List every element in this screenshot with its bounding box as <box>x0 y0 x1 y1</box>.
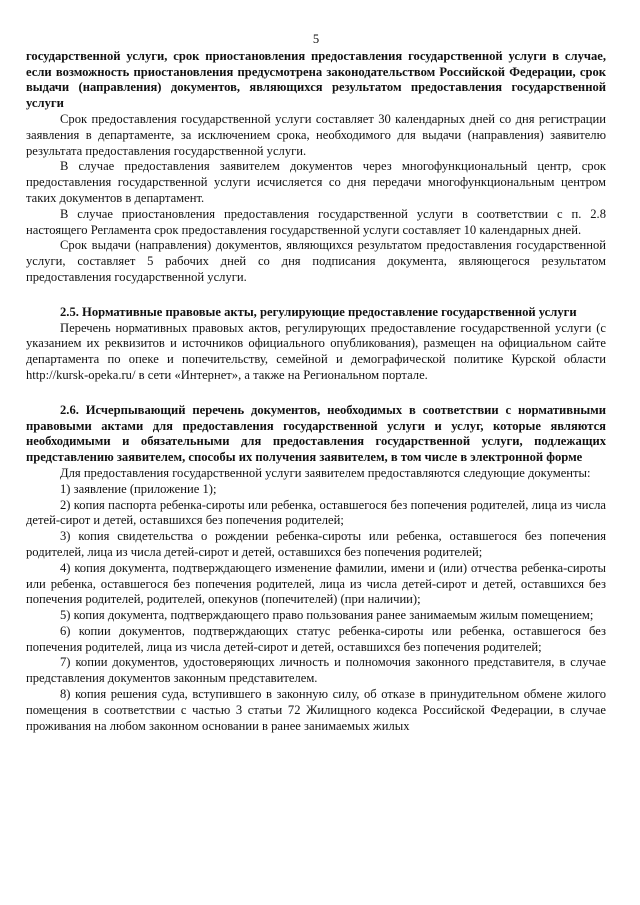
section-spacer <box>26 286 606 305</box>
document-list-item: 2) копия паспорта ребенка-сироты или ребенка, оставшегося без попечения родителей, лица из числа детей-сирот и детей, оставшихся без попечения родителей; <box>26 497 606 528</box>
section-2-5-paragraph: Перечень нормативных правовых актов, регулирующих предоставление государственной услуги (с указанием их реквизитов и источников официального опубликования), размещен на официальном сайте департамента по опеке и попечительству, семейной и демографической политике Курской области http://kursk-opeka.ru/ в сети «Интернет», а также на Региональном портале. <box>26 320 606 382</box>
document-page <box>26 0 606 905</box>
section-2-6-heading: 2.6. Исчерпывающий перечень документов, необходимых в соответствии с нормативными правовыми актами для предоставления государственной услуги и услуг, которые являются необходимыми и обязательными для предоставления государственной услуги, подлежащих представлению заявителем, способы их получения заявителем, в том числе в электронной форме <box>26 402 606 465</box>
page-number: 5 <box>312 32 320 46</box>
section-2-4-paragraph-2: В случае предоставления заявителем документов через многофункциональный центр, срок предоставления государственной услуги исчисляется со дня передачи многофункциональным центром таких документов в департамент. <box>26 159 606 205</box>
document-list-item: 7) копии документов, удостоверяющих личность и полномочия законного представителя, в случае представления документов законным представителем. <box>26 655 606 686</box>
section-2-4-heading-tail: государственной услуги, срок приостановления предоставления государственной услуги в случае, если возможность приостановления предусмотрена законодательством Российской Федерации, срок выдачи (направления) документов, являющихся результатом предоставления государственной услуги <box>26 48 606 111</box>
section-2-4-paragraph-1: Срок предоставления государственной услуги составляет 30 календарных дней со дня регистрации заявления в департаменте, за исключением срока, необходимого для выдачи (направления) заявителю результата предоставления государственной услуги. <box>26 111 606 158</box>
section-2-5-heading: 2.5. Нормативные правовые акты, регулирующие предоставление государственной услуги <box>60 304 577 319</box>
section-2-4-paragraph-4: Срок выдачи (направления) документов, являющихся результатом предоставления государственной услуги, составляет 5 рабочих дней со дня подписания документа, являющегося результатом предоставления государственной услуги. <box>26 238 606 284</box>
document-list-item: 6) копии документов, подтверждающих статус ребенка-сироты или ребенка, оставшегося без попечения родителей, лица из числа детей-сирот и детей, оставшихся без попечения родителей; <box>26 623 606 654</box>
document-list-item: 5) копия документа, подтверждающего право пользования ранее занимаемым жилым помещением; <box>60 608 594 623</box>
document-list-item: 8) копия решения суда, вступившего в законную силу, об отказе в принудительном обмене жилого помещения в соответствии с частью 3 статьи 72 Жилищного кодекса Российской Федерации, в случае проживания на любом законном основании в ранее занимаемых жилых <box>26 687 606 733</box>
section-spacer <box>26 384 606 403</box>
document-list-item: 1) заявление (приложение 1); <box>60 481 217 496</box>
document-list-item: 3) копия свидетельства о рождении ребенка-сироты или ребенка, оставшегося без попечения родителей, лица из числа детей-сирот и детей, оставшихся без попечения родителей; <box>26 529 606 559</box>
section-2-6-intro: Для предоставления государственной услуги заявителем предоставляются следующие документы: <box>60 465 591 480</box>
section-2-4-paragraph-3: В случае приостановления предоставления государственной услуги в соответствии с п. 2.8 настоящего Регламента срок предоставления государственной услуги составляет 10 календарных дней. <box>26 206 606 237</box>
document-list-item: 4) копия документа, подтверждающего изменение фамилии, имени и (или) отчества ребенка-сироты или ребенка, оставшегося без попечения родителей, лица из числа детей-сирот и детей, оставшихся без попечения родителей, родителей, опекунов (попечителей) (при наличии); <box>26 560 606 607</box>
